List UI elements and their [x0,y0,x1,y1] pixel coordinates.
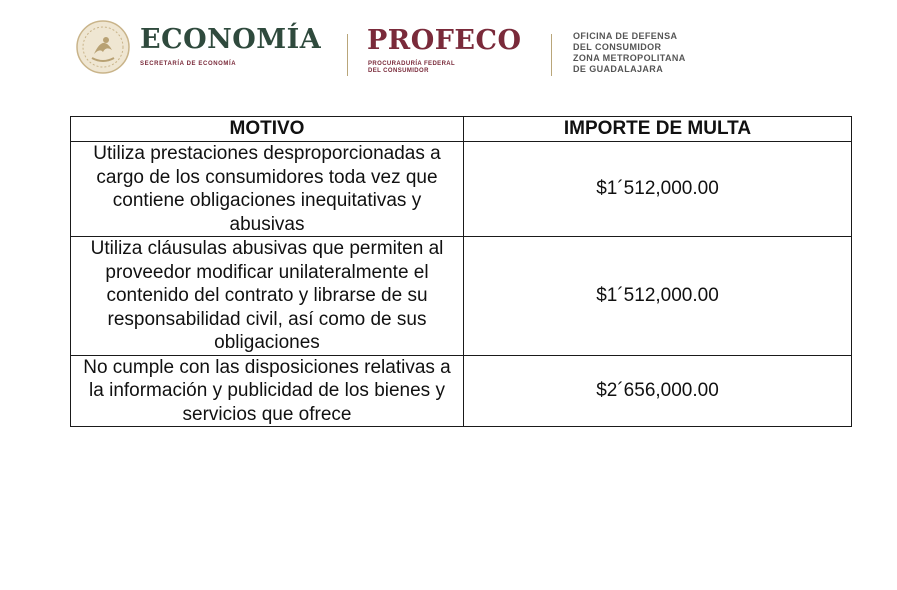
office-name [573,31,686,75]
motivo-cell: Utiliza cláusulas abusivas que permiten al proveedor modificar unilateralmente el contenido del contrato y librarse de su responsabilidad civil, así como de sus obligaciones [71,237,464,356]
profeco-subtitle-line: DEL CONSUMIDOR [368,68,429,74]
office-line: DE GUADALAJARA [573,64,664,74]
column-header-motivo: MOTIVO [71,117,464,142]
profeco-title: PROFECO [367,25,522,56]
motivo-cell: No cumple con las disposiciones relativas a la información y publicidad de los bienes y servicios que ofrece [71,355,464,427]
importe-cell: $1´512,000.00 [464,142,852,237]
economia-subtitle: SECRETARÍA DE ECONOMÍA [140,61,237,67]
column-header-importe: IMPORTE DE MULTA [464,117,852,142]
table-header-row [71,117,852,142]
letterhead [0,0,897,90]
table-row [71,142,852,237]
economia-title: ECONOMÍA [140,24,322,55]
divider [551,34,552,76]
office-line: OFICINA DE DEFENSA [573,31,678,41]
profeco-subtitle-line: PROCURADURÍA FEDERAL [368,61,456,67]
importe-cell: $2´656,000.00 [464,355,852,427]
table-row [71,237,852,356]
importe-cell: $1´512,000.00 [464,237,852,356]
office-line: DEL CONSUMIDOR [573,42,662,52]
profeco-subtitle [368,61,455,75]
office-line: ZONA METROPOLITANA [573,53,686,63]
fines-table [70,116,852,427]
divider [347,34,348,76]
mexican-coat-of-arms-seal-icon [76,20,130,74]
table-row [71,355,852,427]
motivo-cell: Utiliza prestaciones desproporcionadas a cargo de los consumidores toda vez que contiene obligaciones inequitativas y abusivas [71,142,464,237]
